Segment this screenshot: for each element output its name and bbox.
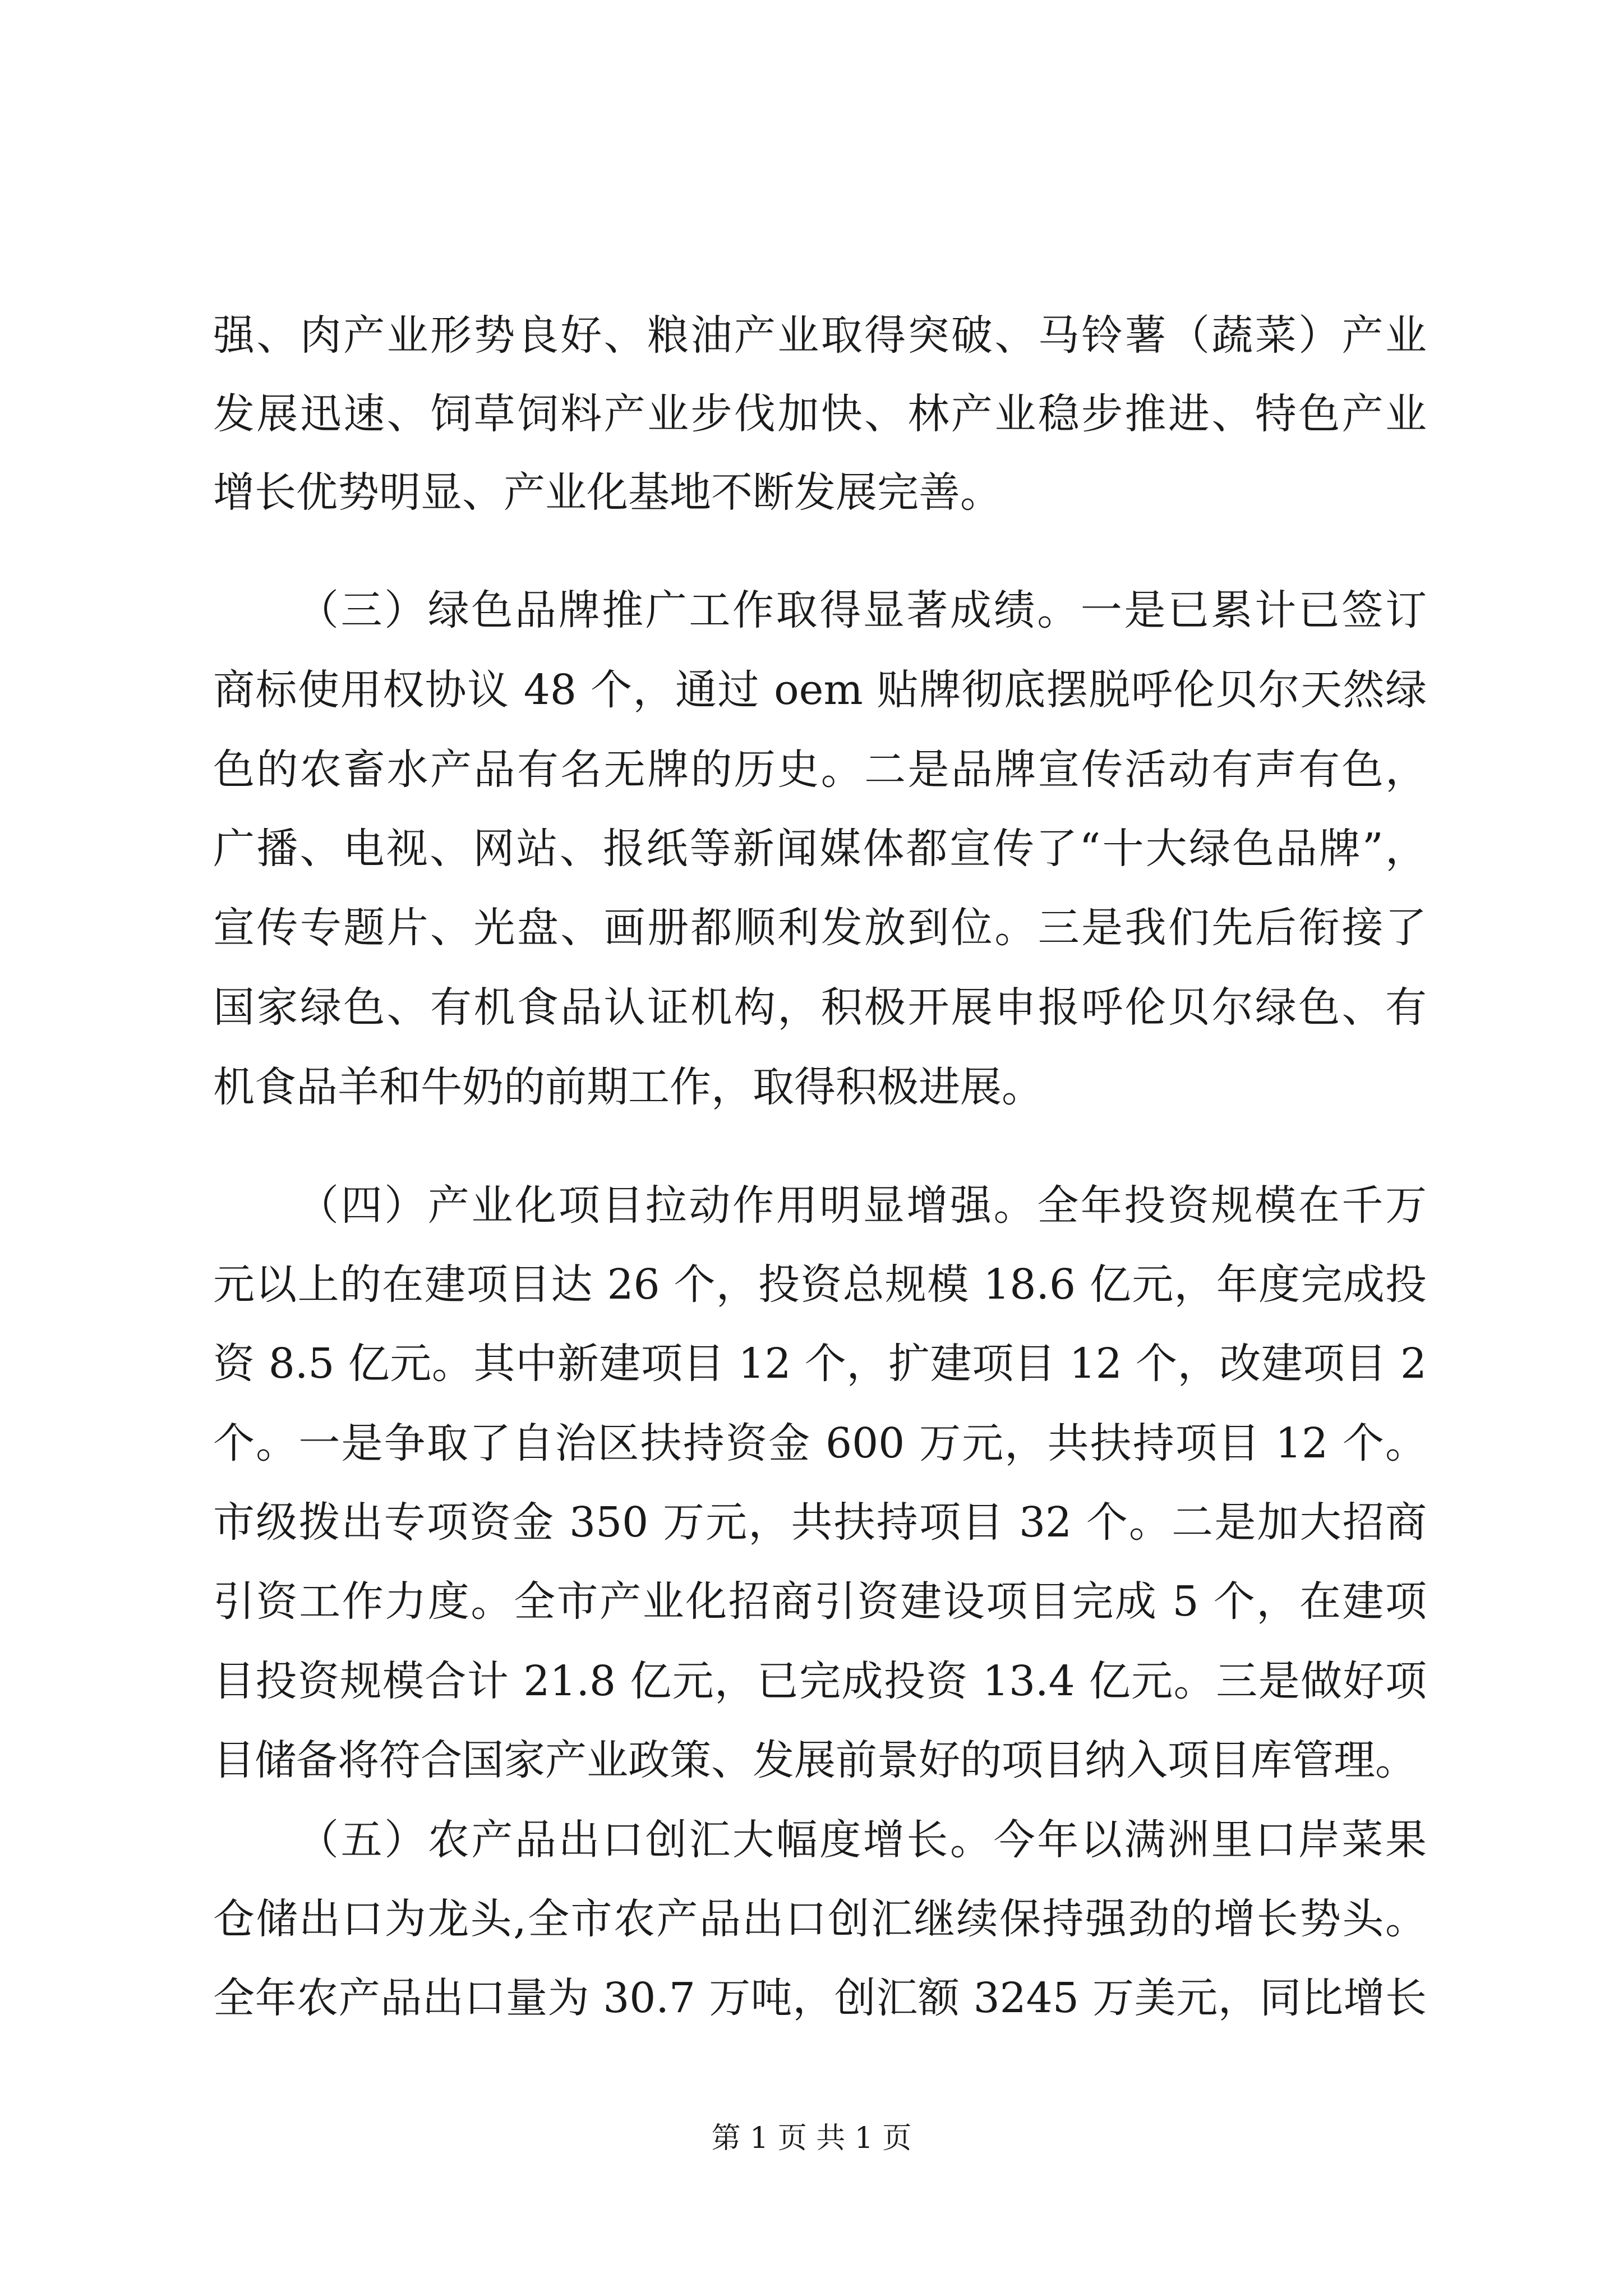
text-line: 目投资规模合计 21.8 亿元，已完成投资 13.4 亿元。三是做好项 (213, 1657, 1427, 1705)
text-line: 仓储出口为龙头,全市农产品出口创汇继续保持强劲的增长势头。 (213, 1895, 1427, 1943)
text-line: 资 8.5 亿元。其中新建项目 12 个，扩建项目 12 个，改建项目 2 (213, 1340, 1427, 1388)
text-line: 强、肉产业形势良好、粮油产业取得突破、马铃薯（蔬菜）产业 (213, 311, 1427, 360)
text-line: 发展迅速、饲草饲料产业步伐加快、林产业稳步推进、特色产业 (213, 390, 1427, 438)
page-number-footer: 第 1 页 共 1 页 (711, 2122, 912, 2155)
text-line: 个。一是争取了自治区扶持资金 600 万元，共扶持项目 12 个。 (213, 1419, 1427, 1467)
text-line: 广播、电视、网站、报纸等新闻媒体都宣传了“十大绿色品牌”， (213, 825, 1427, 873)
paragraph-heading-line: （四）产业化项目拉动作用明显增强。全年投资规模在千万 (297, 1181, 1427, 1230)
text-line: 色的农畜水产品有名无牌的历史。二是品牌宣传活动有声有色， (213, 746, 1427, 794)
text-line: 目储备将符合国家产业政策、发展前景好的项目纳入项目库管理。 (213, 1736, 1417, 1784)
text-line: 全年农产品出口量为 30.7 万吨，创汇额 3245 万美元，同比增长 (213, 1974, 1427, 2022)
text-line: 市级拨出专项资金 350 万元，共扶持项目 32 个。二是加大招商 (213, 1498, 1427, 1547)
paragraph-heading-line: （五）农产品出口创汇大幅度增长。今年以满洲里口岸菜果 (297, 1816, 1427, 1864)
text-line: 机食品羊和牛奶的前期工作，取得积极进展。 (213, 1063, 1043, 1111)
text-line: 国家绿色、有机食品认证机构，积极开展申报呼伦贝尔绿色、有 (213, 983, 1427, 1032)
text-line: 宣传专题片、光盘、画册都顺利发放到位。三是我们先后衔接了 (213, 904, 1427, 952)
text-line: 元以上的在建项目达 26 个，投资总规模 18.6 亿元，年度完成投 (213, 1260, 1427, 1309)
text-line: 增长优势明显、产业化基地不断发展完善。 (213, 468, 1002, 517)
text-line: 引资工作力度。全市产业化招商引资建设项目完成 5 个，在建项 (213, 1577, 1427, 1626)
text-line: 商标使用权协议 48 个，通过 oem 贴牌彻底摆脱呼伦贝尔天然绿 (213, 666, 1427, 714)
paragraph-heading-line: （三）绿色品牌推广工作取得显著成绩。一是已累计已签订 (297, 586, 1427, 634)
